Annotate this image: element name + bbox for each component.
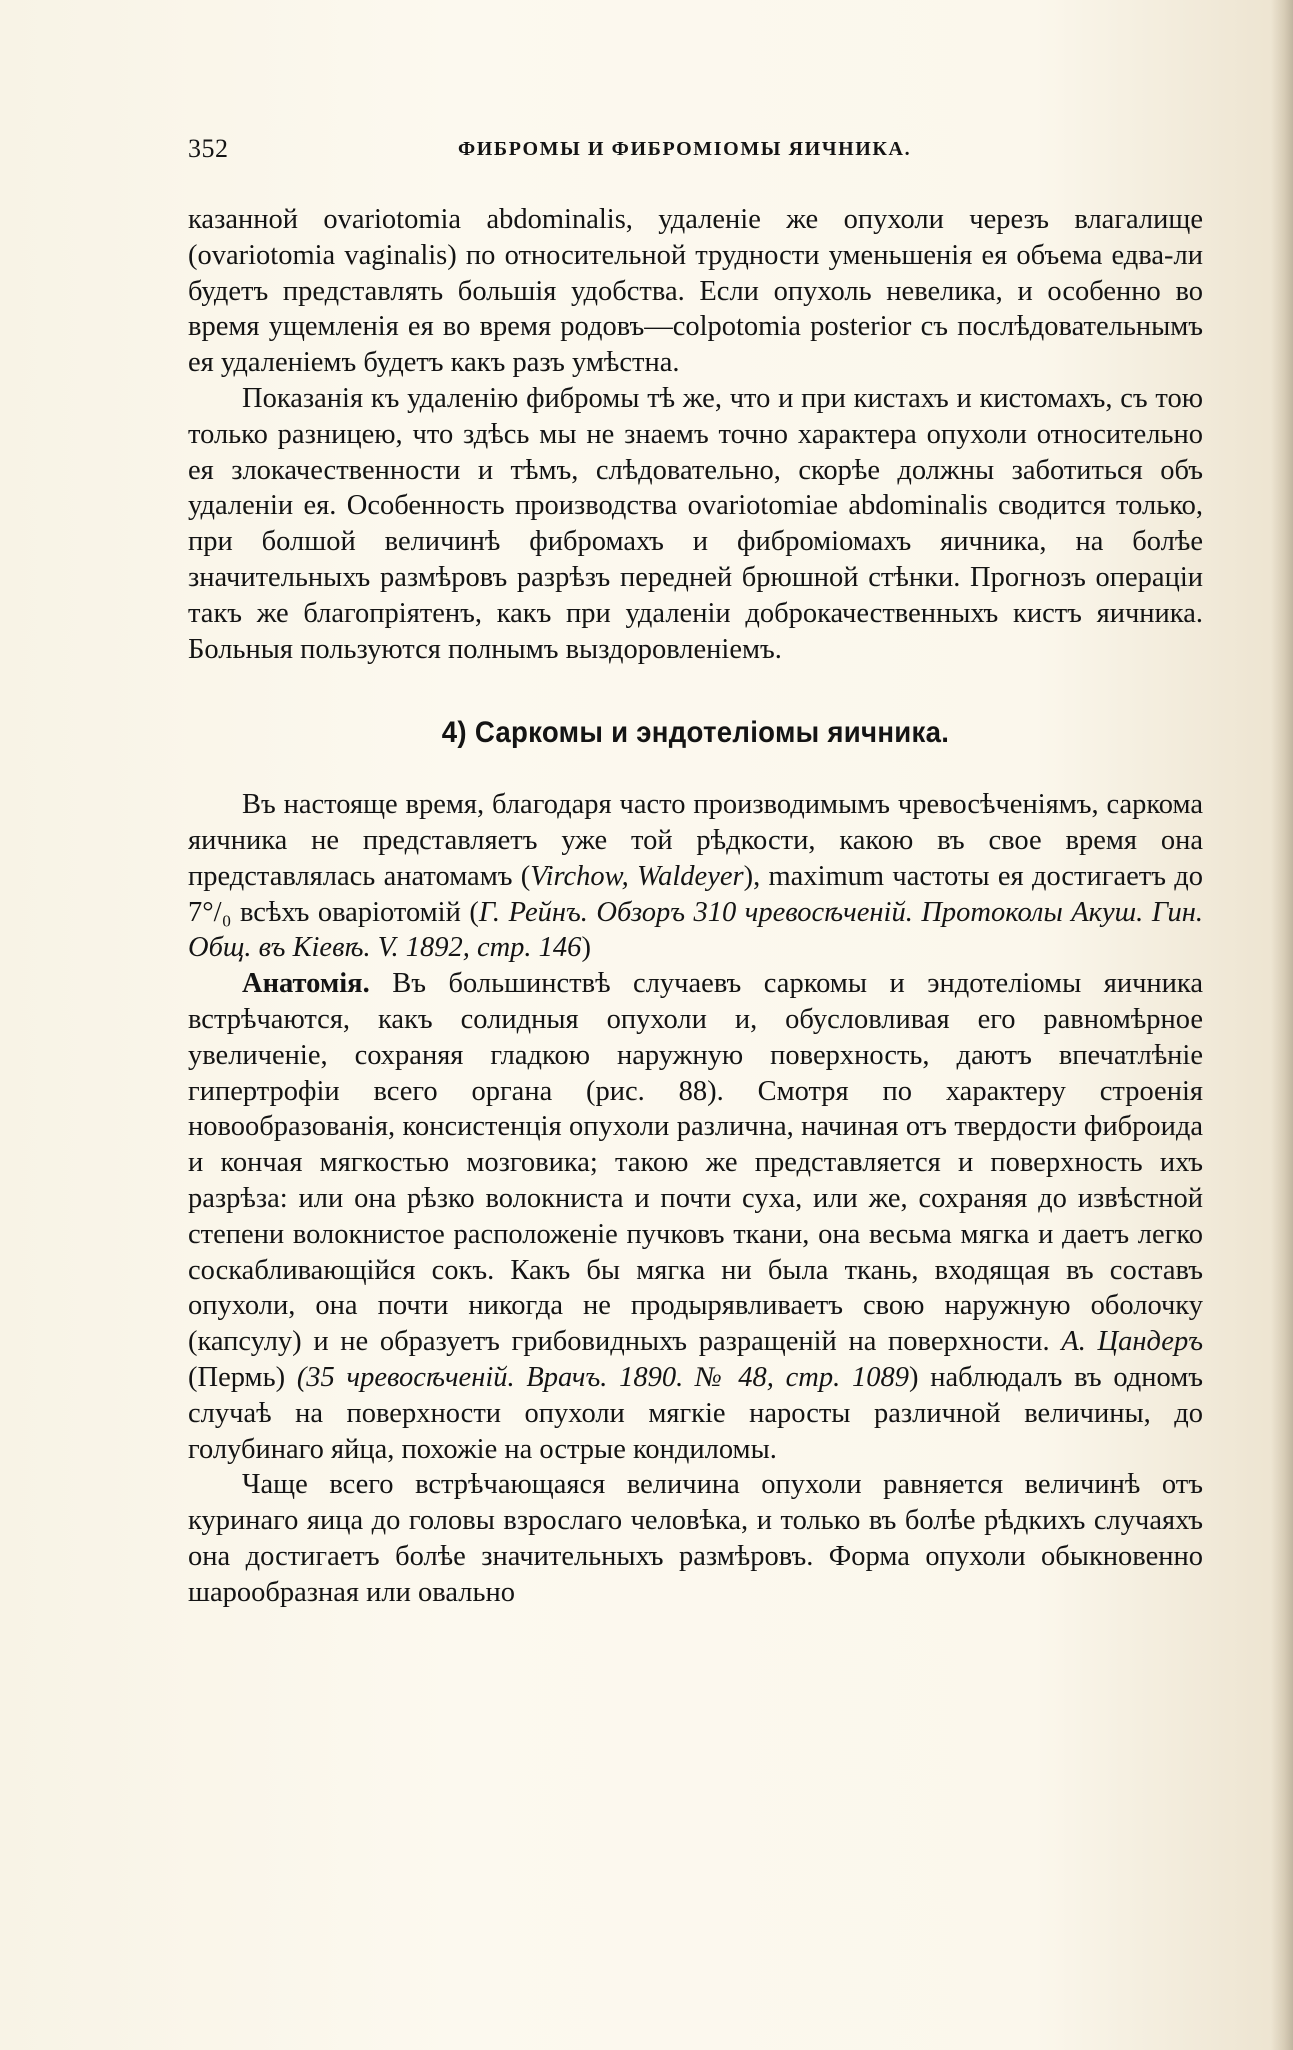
paragraph-size: Чаще всего встрѣчающаяся величина опухоли равняется величинѣ отъ куринаго яица до головы взрослаго человѣка, и только въ болѣе рѣдкихъ случаяхъ она достигаетъ болѣе значительныхъ размѣровъ. Форма опухоли обыкновенно шарообразная или овально (188, 1469, 1203, 1608)
section-heading: 4) Саркомы и эндотеліомы яичника. (441, 716, 950, 750)
paragraph-continued: казанной ovariotomia abdominalis, удаленіе же опухоли черезъ влагалище (ovariotomia vaginalis) по относительной трудности уменьшенія ея объема едва-ли будетъ представлять большія удобства. Если опухоль невелика, и особенно во время ущемленія ея во время родовъ—colpotomia posterior съ послѣдовательнымъ ея удаленіемъ будетъ какъ разъ умѣстна. (188, 204, 1203, 379)
text-run: Въ большинствѣ случаевъ саркомы и эндотеліомы яичника встрѣчаются, какъ солидныя опухоли и, обусловливая его равномѣрное увеличеніе, сохраняя гладкою наружную поверхность, даютъ впечатлѣніе гипертрофіи всего органа (рис. 88). Смотря по характеру строенія новообразованія, консистенція опухоли различна, начиная отъ твердости фиброида и кончая мягкостью мозговика; такою же представляется и поверхность ихъ разрѣза: или она рѣзко волокниста и почти суха, или же, сохраняя до извѣстной степени волокнистое расположеніе пучковъ ткани, она весьма мягка и даетъ легко соскабливающійся сокъ. Какъ бы мягка ни была ткань, входящая въ составъ опухоли, она почти никогда не продырявливаетъ свою наружную оболочку (капсулу) и не образуетъ грибовидныхъ разращеній на поверхности. (188, 968, 1203, 1358)
body-text (188, 202, 1203, 1610)
italic-citation: (35 чревосѣченій. Врачъ. 1890. № 48, стр. 1089 (296, 1361, 909, 1393)
page-header (188, 134, 1203, 168)
paragraph-anatomy (188, 966, 1203, 1467)
italic-citation: Г. Рейнъ. Обзоръ 310 чревосѣченій. Протоколы Акуш. Гин. Общ. въ Кіевѣ. V. 1892, стр. 146 (188, 896, 1203, 964)
running-title: ФИБРОМЫ И ФИБРОМІОМЫ ЯИЧНИКА. (458, 138, 912, 160)
text-run: Въ настояще время, благодаря часто производимымъ чревосѣченіямъ, саркома яичника не представляетъ уже той рѣдкости, какою въ свое время она представлялась анатомамъ ( (188, 789, 1203, 892)
text-run: ), maximum частоты ея достигаетъ до 7°/₀ всѣхъ оваріотомій ( (188, 860, 1204, 928)
paragraph-indications: Показанія къ удаленію фибромы тѣ же, что и при кистахъ и кистомахъ, съ тою только разницею, что здѣсь мы не знаемъ точно характера опухоли относительно ея злокачественности и тѣмъ, слѣдовательно, скорѣе должны заботиться объ удаленіи ея. Особенность производства ovariotomiae abdominalis сводится только, при болшой величинѣ фибромахъ и фиброміомахъ яичника, на болѣе значительныхъ размѣровъ разрѣзъ передней брюшной стѣнки. Прогнозъ операціи такъ же благопріятенъ, какъ при удаленіи доброкачественныхъ кистъ яичника. Больныя пользуются полнымъ выздоровленіемъ. (188, 382, 1203, 665)
text-run: ) наблюдалъ въ одномъ случаѣ на поверхности опухоли мягкіе наросты различной величины, до голубинаго яйца, похожіе на острые кондиломы. (188, 1361, 1203, 1465)
italic-author: А. Цандеръ (1061, 1326, 1203, 1358)
page-number: 352 (188, 134, 229, 163)
text-run: ) (581, 932, 591, 964)
italic-citation: Virchow, Waldeyer (530, 860, 744, 892)
page-spine-shadow (1271, 0, 1293, 2050)
text-run: (Пермь) (188, 1361, 297, 1393)
bold-term-anatomy: Анатомія. (242, 968, 370, 1000)
paragraph-sarcoma-intro (188, 787, 1203, 966)
